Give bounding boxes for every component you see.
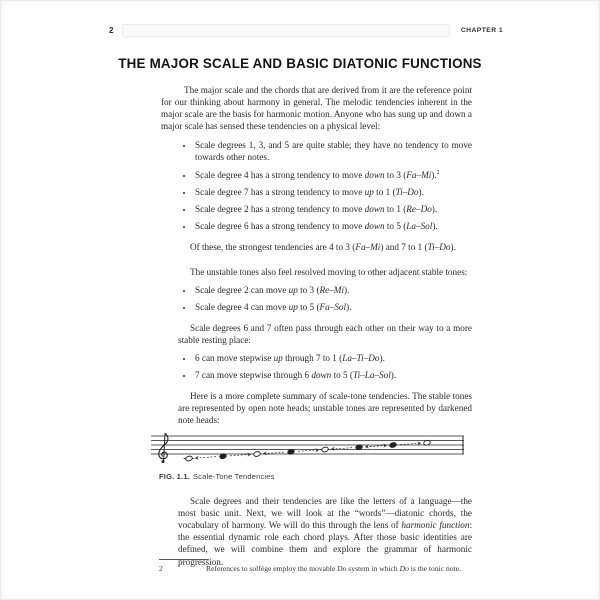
footnote-marker: 2	[159, 564, 163, 573]
figure-caption-title: Scale-Tone Tendencies	[192, 471, 275, 481]
note-head-filled	[389, 442, 397, 448]
running-head	[109, 24, 503, 37]
summary-paragraph: Here is a more complete summary of scale-tone tendencies. The stable tones are represented by open note heads; unstable tones are represented by darkened note heads:	[178, 390, 472, 425]
note-head-open	[185, 455, 193, 461]
footnote	[159, 559, 472, 574]
page-number: 2	[109, 26, 114, 35]
unstable-paragraph: The unstable tones also feel resolved moving to other adjacent stable tones:	[190, 267, 468, 278]
staff-figure	[151, 432, 471, 466]
list-item: • Scale degree 2 has a strong tendency to move down to 1 (Re–Do).	[194, 203, 472, 215]
list-item: • Scale degree 6 has a strong tendency to move down to 5 (La–Sol).	[194, 220, 472, 232]
bullet-list-stability	[161, 139, 472, 232]
footnote-text: References to solfège employ the movable Do system in which Do is the tonic note.	[206, 564, 461, 573]
figure-caption	[159, 471, 472, 483]
staff-svg	[151, 432, 471, 466]
bullet-list-passing	[161, 352, 472, 381]
list-item: • 7 can move stepwise through 6 down to 5 (Ti–La–Sol).	[194, 369, 472, 381]
list-item: • Scale degree 2 can move up to 3 (Re–Mi).	[194, 284, 472, 296]
note-head-open	[321, 446, 329, 452]
page-title: THE MAJOR SCALE AND BASIC DIATONIC FUNCTIONS	[118, 56, 482, 71]
intro-paragraph: The major scale and the chords that are derived from it are the reference point for our thinking about harmony in general. The melodic tendencies inherent in the major scale are the basis for harmonic motion. Anyone who has sung up and down a major scale has sensed these tendencies on a physical level:	[161, 85, 472, 132]
list-item: • Scale degrees 1, 3, and 5 are quite stable; they have no tendency to move towards other notes.	[194, 139, 472, 163]
closing-paragraph: Scale degrees and their tendencies are like the letters of a language—the most basic unit. Next, we will look at the “words”—diatonic chords, the vocabulary of harmony. We will do this through the lens of harmonic function: the essential dynamic role each chord plays. After those basic identities are defined, we will combine them and explore the grammar of harmonic progression.	[178, 496, 472, 567]
list-item: • 6 can move stepwise up through 7 to 1 (La–Ti–Do).	[194, 352, 472, 364]
list-item: • Scale degree 7 has a strong tendency to move up to 1 (Ti–Do).	[194, 186, 472, 198]
chapter-label: CHAPTER 1	[460, 27, 503, 34]
note-head-open	[253, 451, 261, 457]
body-column	[161, 84, 472, 574]
passing-paragraph: Scale degrees 6 and 7 often pass through each other on their way to a more stable resting place:	[178, 323, 472, 346]
bullet-list-resolution	[161, 284, 472, 313]
figure-caption-label: FIG. 1.1.	[159, 471, 190, 481]
footnote-rule	[159, 559, 209, 560]
strongest-paragraph: Of these, the strongest tendencies are 4 to 3 (Fa–Mi) and 7 to 1 (Ti–Do).	[190, 241, 456, 252]
running-head-rule-box	[122, 24, 449, 37]
list-item: • Scale degree 4 can move up to 5 (Fa–Sol).	[194, 301, 472, 313]
list-item: • Scale degree 4 has a strong tendency to move down to 3 (Fa–Mi).$^2$	[194, 169, 472, 181]
